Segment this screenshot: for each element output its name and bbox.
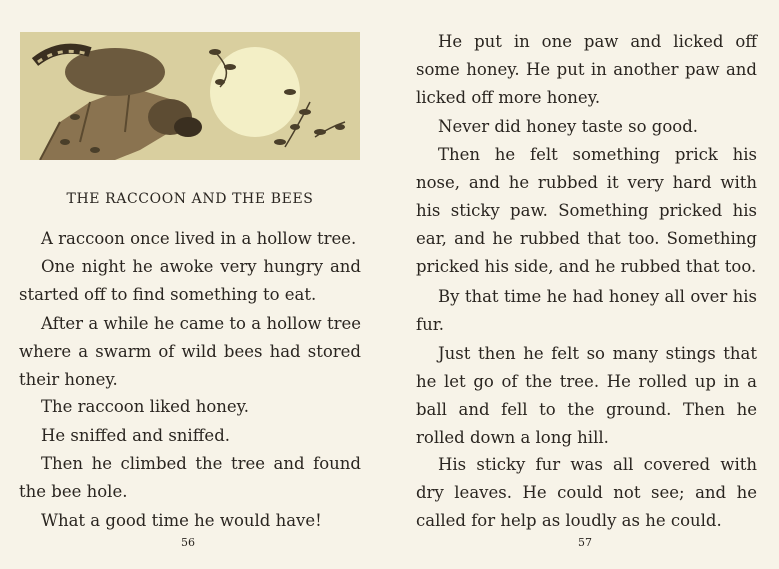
paragraph: The raccoon liked honey. xyxy=(41,397,250,416)
paragraph: Then he felt something prick his nose, and he rubbed it very hard with his sticky paw. Something pricked his ear, and he rubbed that too. Something pricked his side, and he rubbed that too. xyxy=(416,145,757,276)
page-number: 57 xyxy=(578,536,592,549)
story-title: THE RACCOON AND THE BEES xyxy=(66,191,314,207)
raccoon-tree-moon-image xyxy=(20,32,360,160)
paragraph: Never did honey taste so good. xyxy=(438,117,699,136)
paragraph: He sniffed and sniffed. xyxy=(41,426,231,445)
paragraph: Just then he felt so many stings that he let go of the tree. He rolled up in a ball and fell to the ground. Then he rolled down a long hill. xyxy=(416,344,757,447)
paragraph: A raccoon once lived in a hollow tree. xyxy=(41,229,357,248)
right-page xyxy=(389,0,779,569)
paragraph: He put in one paw and licked off some honey. He put in another paw and licked off more honey. xyxy=(416,32,757,107)
paragraph: After a while he came to a hollow tree where a swarm of wild bees had stored their honey. xyxy=(19,314,361,389)
paragraph: What a good time he would have! xyxy=(41,511,322,530)
paragraph: By that time he had honey all over his fur. xyxy=(416,287,757,334)
raccoon-illustration xyxy=(20,32,360,160)
left-page xyxy=(0,0,389,569)
paragraph: His sticky fur was all covered with dry leaves. He could not see; and he called for help as loudly as he could. xyxy=(416,455,757,530)
paragraph: One night he awoke very hungry and started off to find something to eat. xyxy=(19,257,361,304)
page-number: 56 xyxy=(181,536,195,549)
paragraph: Then he climbed the tree and found the bee hole. xyxy=(19,454,361,501)
